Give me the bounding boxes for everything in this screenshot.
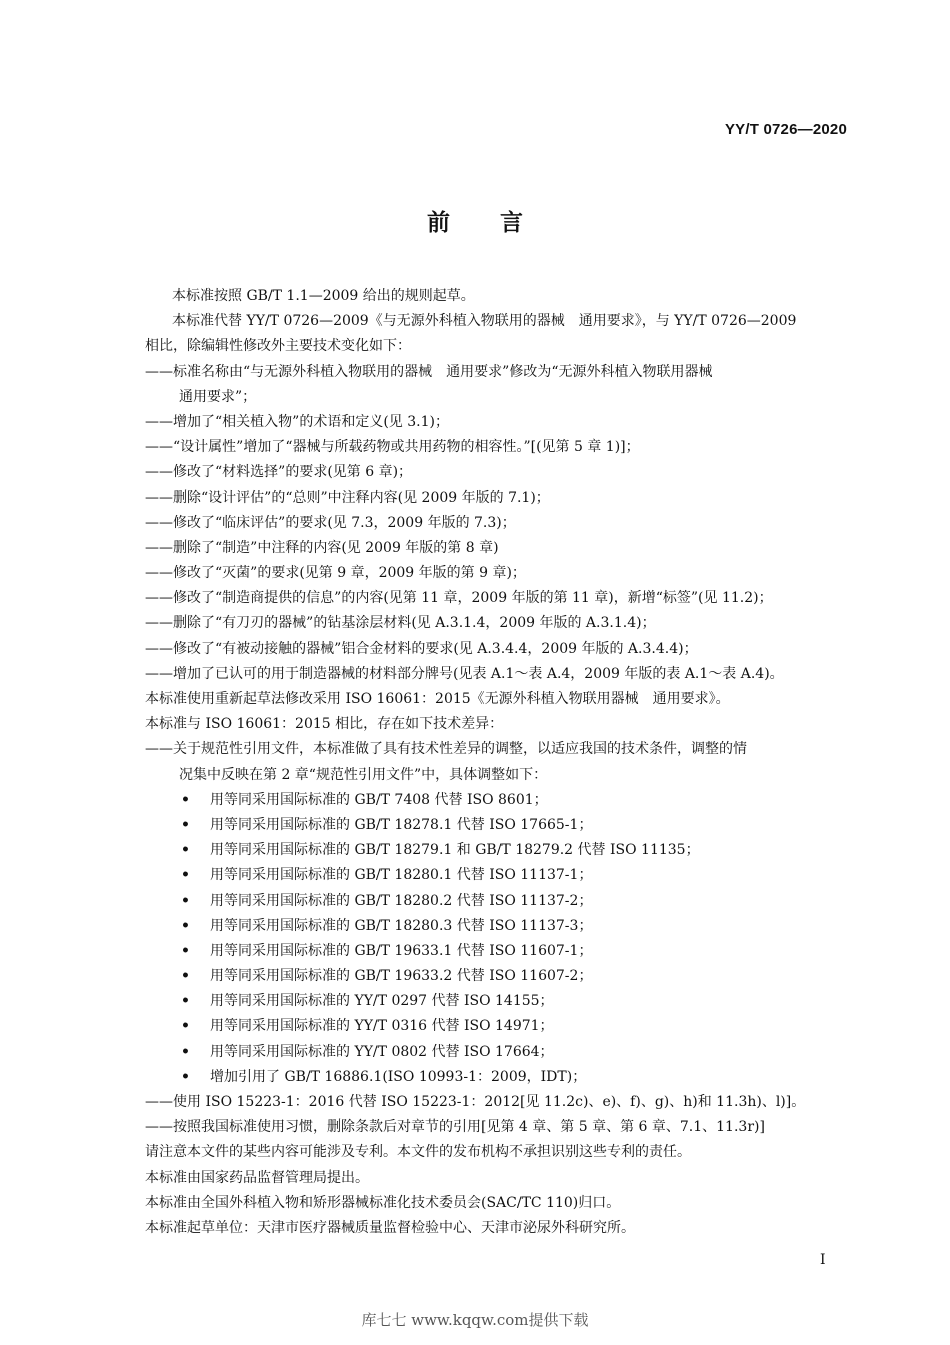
paragraph-line: 本标准与 ISO 16061：2015 相比，存在如下技术差异： [145,716,504,733]
bullet-icon: • [181,968,190,985]
bullet-item [145,863,855,888]
bullet-text: 用等同采用国际标准的 GB/T 18280.1 代替 ISO 11137-1； [210,867,593,884]
bullet-item [145,788,855,813]
bullet-item [145,1065,855,1090]
bullet-icon: • [181,892,190,909]
paragraph-line: 本标准由全国外科植入物和矫形器械标准化技术委员会(SAC/TC 110)归口。 [145,1194,621,1211]
change-item: ——删除了“有刀刃的器械”的钻基涂层材料(见 A.3.1.4，2009 年版的 A.3.1.4)； [145,615,656,632]
bullet-icon: • [181,1018,190,1035]
bullet-text: 用等同采用国际标准的 GB/T 18280.2 代替 ISO 11137-2； [210,892,593,909]
bullet-text: 用等同采用国际标准的 YY/T 0297 代替 ISO 14155； [210,993,554,1010]
bullet-text: 用等同采用国际标准的 GB/T 19633.2 代替 ISO 11607-2； [210,968,593,985]
bullet-text: 用等同采用国际标准的 GB/T 18278.1 代替 ISO 17665-1； [210,816,593,833]
bullet-icon: • [181,791,190,808]
bullet-item [145,1014,855,1039]
change-item: ——删除了“制造”中注释的内容(见 2009 年版的第 8 章) [145,539,499,556]
difference-item: ——使用 ISO 15223-1：2016 代替 ISO 15223-1：2012[见 11.2c)、e)、f)、g)、h)和 11.3h)、l)]。 [145,1094,806,1110]
page-number: I [820,1252,826,1268]
bullet-item [145,813,855,838]
bullet-text: 用等同采用国际标准的 GB/T 18279.1 和 GB/T 18279.2 代替 ISO 11135； [210,842,700,859]
change-item: ——删除“设计评估”的“总则”中注释内容(见 2009 年版的 7.1)； [145,489,550,506]
bullet-icon: • [181,917,190,934]
paragraph-line: 本标准代替 YY/T 0726—2009《与无源外科植入物联用的器械 通用要求》，与 YY/T 0726—2009 [172,313,797,330]
bullet-text: 用等同采用国际标准的 YY/T 0316 代替 ISO 14971； [210,1018,554,1035]
change-item: ——修改了“制造商提供的信息”的内容(见第 11 章，2009 年版的第 11 章)，新增“标签”(见 11.2)； [145,590,773,607]
change-item-continuation: 通用要求”； [179,388,257,405]
bullet-icon: • [181,942,190,959]
bullet-item [145,889,855,914]
paragraph-line: 本标准由国家药品监督管理局提出。 [145,1169,369,1186]
change-item: ——修改了“有被动接触的器械”铝合金材料的要求(见 A.3.4.4，2009 年版的 A.3.4.4)； [145,640,698,657]
bullet-icon: • [181,867,190,884]
bullet-icon: • [181,993,190,1010]
bullet-item [145,1040,855,1065]
paragraph-line: 本标准起草单位：天津市医疗器械质量监督检验中心、天津市泌尿外科研究所。 [145,1219,635,1236]
bullet-text: 用等同采用国际标准的 YY/T 0802 代替 ISO 17664； [210,1043,554,1060]
change-item: ——修改了“灭菌”的要求(见第 9 章，2009 年版的第 9 章)； [145,565,526,582]
change-item: ——修改了“临床评估”的要求(见 7.3，2009 年版的 7.3)； [145,514,516,531]
bullet-item [145,838,855,863]
paragraph-line: 请注意本文件的某些内容可能涉及专利。本文件的发布机构不承担识别这些专利的责任。 [145,1144,691,1161]
paragraph-line: 本标准按照 GB/T 1.1—2009 给出的规则起草。 [172,288,475,304]
bullet-text: 增加引用了 GB/T 16886.1(ISO 10993-1：2009，IDT)； [210,1068,587,1085]
paragraph-line: 本标准使用重新起草法修改采用 ISO 16061：2015《无源外科植入物联用器械 通用要求》。 [145,691,730,707]
change-item: ——增加了“相关植入物”的术语和定义(见 3.1)； [145,413,449,430]
bullet-icon: • [181,842,190,859]
bullet-icon: • [181,816,190,833]
change-item: ——标准名称由“与无源外科植入物联用的器械 通用要求”修改为“无源外科植入物联用器械 [145,363,713,380]
bullet-item [145,914,855,939]
standard-code: YY/T 0726—2020 [724,121,847,138]
change-item: ——修改了“材料选择”的要求(见第 6 章)； [145,464,413,481]
bullet-text: 用等同采用国际标准的 GB/T 7408 代替 ISO 8601； [210,791,548,808]
page-title: 前言 [427,210,573,236]
bullet-item [145,964,855,989]
bullet-text: 用等同采用国际标准的 GB/T 18280.3 代替 ISO 11137-3； [210,917,593,934]
difference-item: ——按照我国标准使用习惯，删除条款后对章节的引用[见第 4 章、第 5 章、第 6 章、7.1、11.3r)] [145,1119,765,1136]
difference-item-continuation: 况集中反映在第 2 章“规范性引用文件”中，具体调整如下： [179,766,548,783]
change-item: ——增加了已认可的用于制造器械的材料部分牌号(见表 A.1～表 A.4，2009 年版的表 A.1～表 A.4)。 [145,665,784,682]
bullet-item [145,939,855,964]
bullet-text: 用等同采用国际标准的 GB/T 19633.1 代替 ISO 11607-1； [210,942,593,959]
bullet-item [145,989,855,1014]
document-body [145,284,855,1241]
bullet-icon: • [181,1068,190,1085]
download-watermark: 库七七 www.kqqw.com提供下载 [361,1311,589,1329]
paragraph-line: 相比，除编辑性修改外主要技术变化如下： [145,338,411,355]
bullet-icon: • [181,1043,190,1060]
difference-item: ——关于规范性引用文件，本标准做了具有技术性差异的调整，以适应我国的技术条件，调整的情 [145,741,747,758]
change-item: ——“设计属性”增加了“器械与所载药物或共用药物的相容性。”[(见第 5 章 1)]； [145,439,640,456]
